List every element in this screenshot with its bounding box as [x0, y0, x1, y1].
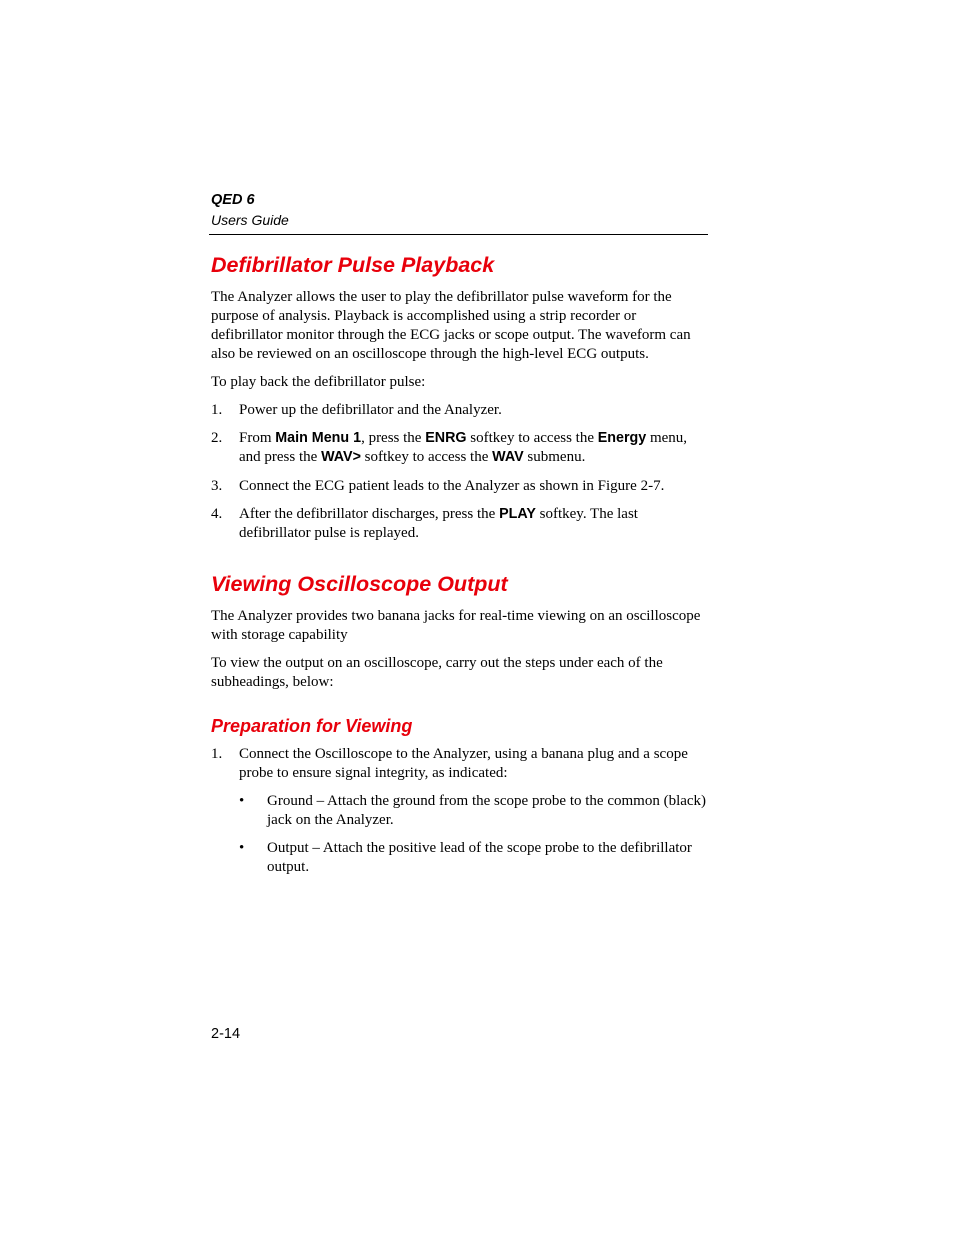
step-text: Connect the Oscilloscope to the Analyzer, using a banana plug and a scope probe to ensure signal integrity, as indicated:	[239, 746, 688, 781]
step-text: After the defibrillator discharges, press the PLAY softkey. The last defibrillator pulse is replayed.	[239, 506, 638, 541]
step-text: From Main Menu 1, press the ENRG softkey to access the Energy menu, and press the WAV> softkey to access the WAV submenu.	[239, 430, 688, 465]
step-number: 1.	[211, 402, 223, 418]
step-number: 3.	[211, 478, 223, 494]
section-heading-defibrillator-playback: Defibrillator Pulse Playback	[211, 253, 495, 277]
bullet-text: Ground – Attach the ground from the scope probe to the common (black) jack on the Analyzer.	[267, 793, 707, 828]
section2-paragraph-1: The Analyzer provides two banana jacks for real-time viewing on an oscilloscope with storage capability	[211, 608, 701, 643]
step-number: 4.	[211, 506, 223, 522]
keyword-enrg: ENRG	[425, 430, 467, 446]
list-item	[211, 401, 707, 420]
page-number: 2-14	[211, 1026, 241, 1042]
list-item	[211, 429, 707, 467]
keyword-play: PLAY	[499, 506, 536, 522]
keyword-wav: WAV	[492, 449, 524, 465]
section2-paragraph-2: To view the output on an oscilloscope, carry out the steps under each of the subheadings, below:	[211, 655, 663, 690]
keyword-wav-next: WAV>	[321, 449, 361, 465]
keyword-energy: Energy	[597, 430, 647, 446]
keyword-main-menu-1: Main Menu 1	[275, 430, 362, 446]
step-number: 1.	[211, 746, 223, 762]
bullet-icon: •	[239, 840, 245, 856]
main-content	[211, 250, 707, 877]
list-item	[211, 745, 707, 783]
list-item	[211, 477, 707, 496]
bullet-icon: •	[239, 793, 245, 809]
running-header-title: QED 6	[211, 192, 255, 208]
section-heading-oscilloscope-output: Viewing Oscilloscope Output	[211, 572, 508, 596]
bullet-text: Output – Attach the positive lead of the scope probe to the defibrillator output.	[267, 840, 692, 875]
step-text: Power up the defibrillator and the Analyzer.	[239, 402, 502, 418]
running-header-subtitle: Users Guide	[211, 212, 289, 228]
section1-lead-in: To play back the defibrillator pulse:	[211, 374, 426, 390]
step-text: Connect the ECG patient leads to the Analyzer as shown in Figure 2-7.	[239, 478, 665, 494]
bullet-item	[211, 839, 707, 877]
header-rule	[209, 234, 708, 235]
step-number: 2.	[211, 430, 223, 446]
bullet-item	[211, 792, 707, 830]
section1-intro-paragraph: The Analyzer allows the user to play the defibrillator pulse waveform for the purpose of analysis. Playback is accomplished using a strip recorder or defibrillator monitor through the ECG jacks or scope output. The waveform can also be reviewed on an oscilloscope through the high-level ECG outputs.	[211, 289, 691, 362]
list-item	[211, 505, 707, 543]
subheading-preparation-for-viewing: Preparation for Viewing	[211, 716, 413, 736]
